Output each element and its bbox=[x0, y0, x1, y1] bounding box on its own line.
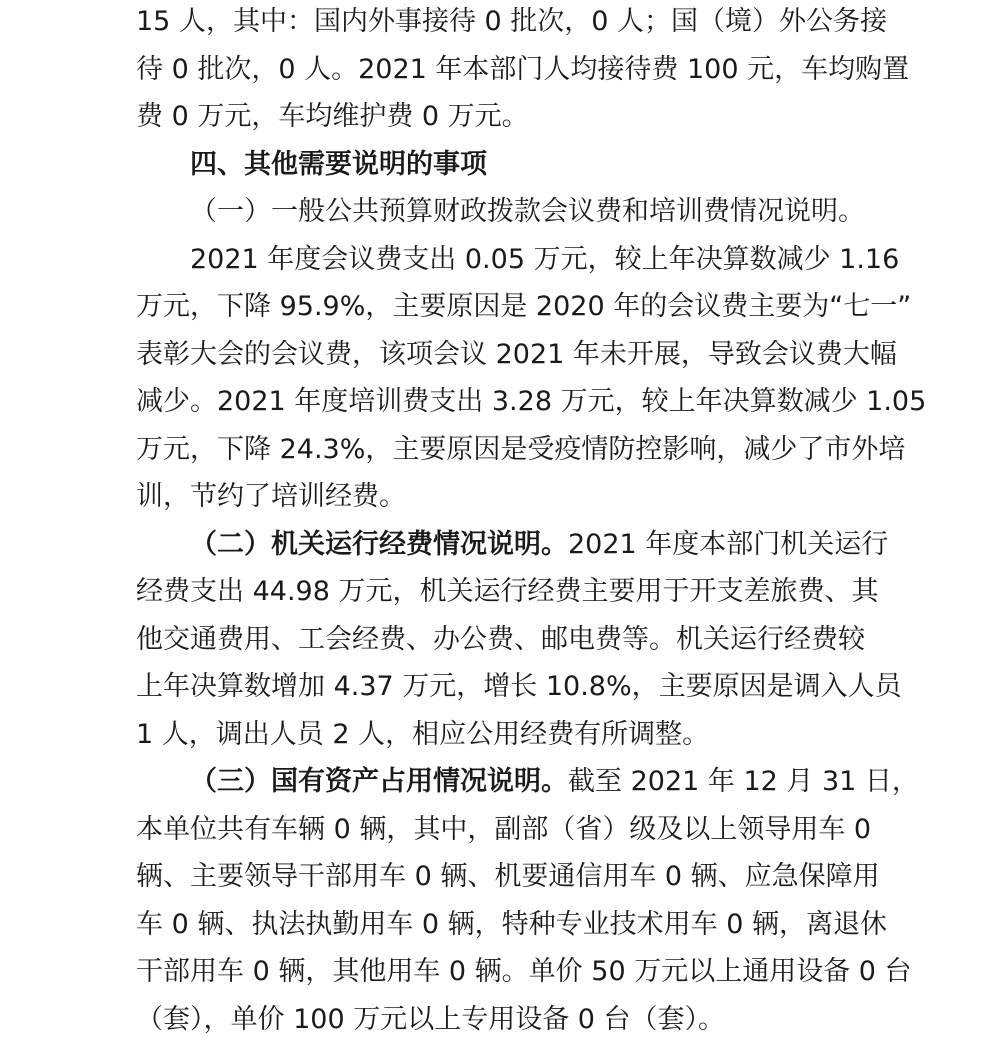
paragraph-line: 本单位共有车辆 0 辆，其中，副部（省）级及以上领导用车 0 bbox=[136, 806, 876, 854]
subsection-line-2 bbox=[136, 521, 876, 569]
paragraph-line: 万元，下降 24.3%，主要原因是受疫情防控影响，减少了市外培 bbox=[136, 426, 876, 474]
paragraph-line: 训，节约了培训经费。 bbox=[136, 473, 876, 521]
paragraph-text: 截至 2021 年 12 月 31 日， bbox=[568, 766, 919, 797]
paragraph-line: 上年决算数增加 4.37 万元，增长 10.8%，主要原因是调入人员 bbox=[136, 663, 876, 711]
subsection-heading-1: （一）一般公共预算财政拨款会议费和培训费情况说明。 bbox=[136, 188, 876, 236]
paragraph-line: 他交通费用、工会经费、办公费、邮电费等。机关运行经费较 bbox=[136, 616, 876, 664]
paragraph-line: 费 0 万元，车均维护费 0 万元。 bbox=[136, 93, 876, 141]
paragraph-text: 2021 年度本部门机关运行 bbox=[568, 529, 888, 560]
subsection-heading-2: （二）机关运行经费情况说明。 bbox=[190, 529, 568, 560]
subsection-line-3 bbox=[136, 758, 876, 806]
paragraph-line: 15 人，其中：国内外事接待 0 批次，0 人；国（境）外公务接 bbox=[136, 0, 876, 46]
paragraph-line: 干部用车 0 辆，其他用车 0 辆。单价 50 万元以上通用设备 0 台 bbox=[136, 948, 876, 996]
paragraph-line: 1 人，调出人员 2 人，相应公用经费有所调整。 bbox=[136, 711, 876, 759]
paragraph-line: 2021 年度会议费支出 0.05 万元，较上年决算数减少 1.16 bbox=[136, 236, 876, 284]
paragraph-line: （套），单价 100 万元以上专用设备 0 台（套）。 bbox=[136, 996, 876, 1043]
paragraph-line: 经费支出 44.98 万元，机关运行经费主要用于开支差旅费、其 bbox=[136, 568, 876, 616]
subsection-heading-3: （三）国有资产占用情况说明。 bbox=[190, 766, 568, 797]
document-page bbox=[136, 0, 876, 1043]
paragraph-line: 辆、主要领导干部用车 0 辆、机要通信用车 0 辆、应急保障用 bbox=[136, 853, 876, 901]
section-heading: 四、其他需要说明的事项 bbox=[136, 141, 876, 189]
paragraph-line: 车 0 辆、执法执勤用车 0 辆，特种专业技术用车 0 辆，离退休 bbox=[136, 901, 876, 949]
paragraph-line: 减少。2021 年度培训费支出 3.28 万元，较上年决算数减少 1.05 bbox=[136, 378, 876, 426]
paragraph-line: 万元，下降 95.9%，主要原因是 2020 年的会议费主要为“七一” bbox=[136, 283, 876, 331]
paragraph-line: 表彰大会的会议费，该项会议 2021 年未开展，导致会议费大幅 bbox=[136, 331, 876, 379]
paragraph-line: 待 0 批次，0 人。2021 年本部门人均接待费 100 元，车均购置 bbox=[136, 46, 876, 94]
